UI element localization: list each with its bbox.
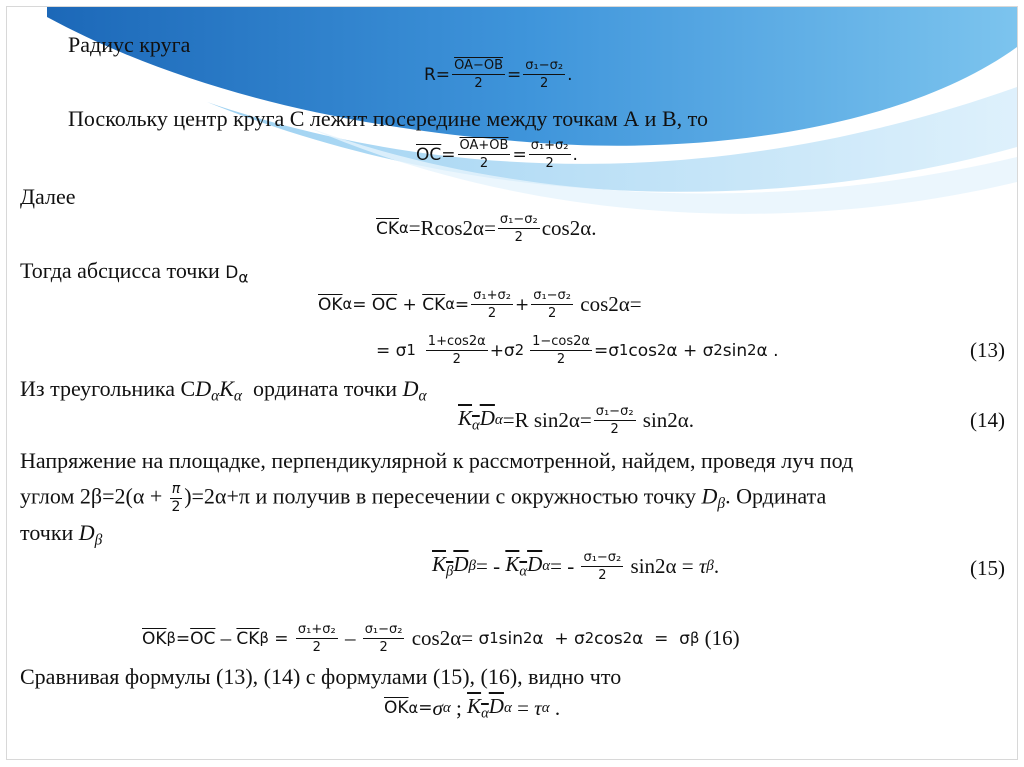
point-text: точки $D_\beta$ — [20, 520, 103, 549]
formula-radius: R= $\frac{OA-OB}{2}$ = $\frac{\text{σ₁−σ₂}}{2}$ . — [424, 58, 573, 91]
radius-heading: Радиус круга — [68, 32, 191, 57]
equation-number-13: (13) — [970, 338, 1005, 362]
abscissa-text: Тогда абсцисса точки $D_\alpha$ — [20, 258, 249, 287]
equation-number-14: (14) — [970, 408, 1005, 432]
comparison-text: Сравнивая формулы (13), (14) с формулами (15), (16), видно что — [20, 664, 622, 689]
further-text: Далее — [20, 184, 76, 209]
formula-kd-beta: $K_\beta D$ β = - $K_\alpha D$ α = - σ₁−σ₂ 2 sin2α = τ β . — [432, 550, 720, 583]
equation-number-16: (16) — [704, 626, 740, 650]
angle-text: углом 2β=2(α + $\frac{\pi}{2}$ )=2α+π и получив в пересечении с окружностью точку $D_\beta$. Ордината — [20, 481, 827, 515]
formula-ck: $\overline{CK}$ α =Rcos2α= $\frac{\text{σ₁−σ₂}}{2}$ cos2α. — [376, 212, 597, 245]
equation-number-15: (15) — [970, 556, 1005, 580]
fraction-s1-s2: $\frac{\text{σ₁−σ₂}}{2}$ — [525, 58, 564, 91]
formula-kd-alpha: $K_\alpha D$ α =R sin2α= $\frac{\text{σ₁−σ₂}}{2}$ sin2α. — [458, 404, 695, 437]
formula-ok-beta: $\overline{OK}$ β = $\overline{OC}$ – $\overline{CK}$ β = $\frac{\text{σ₁+σ₂}}{2}$ – σ₁−σ₂ 2 cos2α= σ 1 sin 2 α + σ 2 cos 2 α = σ β (16) — [142, 622, 740, 655]
fraction-oa-ob: $\frac{OA-OB}{2}$ — [454, 58, 504, 91]
stress-text: Напряжение на площадке, перпендикулярной к рассмотренной, найдем, проведя луч под — [20, 448, 854, 473]
triangle-text: Из треугольника $СD_\alpha K_\alpha$ ордината точки $D_\alpha$ — [20, 376, 427, 405]
formula-ok-alpha-1: $\overline{OK}$ α = $\overline{OC}$ + $\overline{CK}$ α = $\frac{\text{σ₁+σ₂}}{2}$ + $\frac{\text{σ₁−σ₂}}{2}$ cos2α= — [318, 288, 642, 321]
formula-oc: $\overline{OC}$ = $\frac{OA+OB}{2}$ = $\frac{\text{σ₁+σ₂}}{2}$ . — [416, 138, 578, 171]
formula-final: $\overline{OK}$ α = σ α ; $K_\alpha D$ α = τ α . — [384, 694, 561, 722]
center-text: Поскольку центр круга С лежит посередине между точкам А и В, то — [68, 106, 708, 131]
formula-ok-alpha-2: = σ 1 1+cos2α 2 +σ 2 $\frac{1-\cos 2\alpha}{2}$ =σ 1 cos 2 α + σ 2 sin 2 α . — [376, 334, 779, 367]
